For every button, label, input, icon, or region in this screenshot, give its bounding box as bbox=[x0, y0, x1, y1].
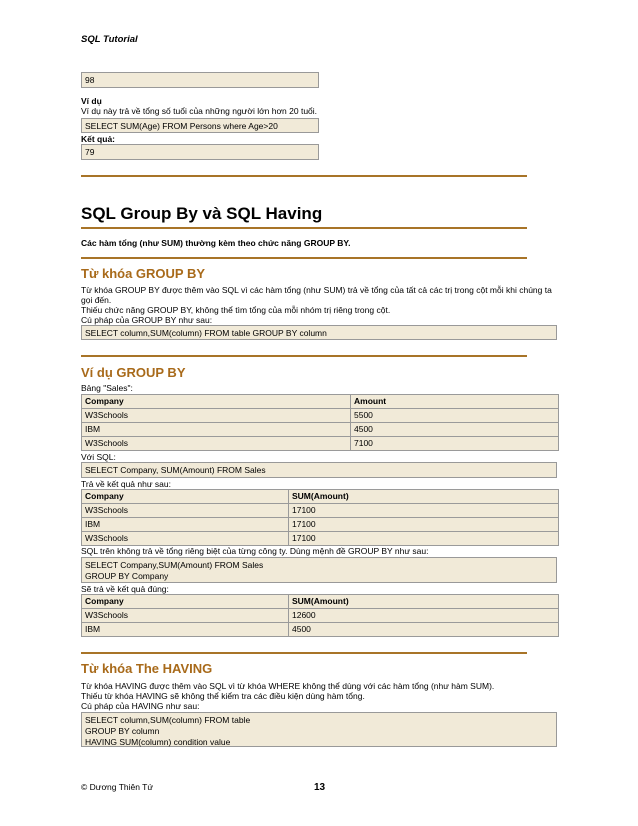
table-cell: W3Schools bbox=[82, 504, 289, 518]
table-cell: 17100 bbox=[289, 532, 559, 546]
example-description: Ví dụ này trả về tổng số tuổi của những người lớn hơn 20 tuổi. bbox=[81, 106, 318, 116]
heading-group-by-keyword: Từ khóa GROUP BY bbox=[81, 266, 206, 281]
table-row bbox=[82, 532, 559, 546]
group-by-syntax-box: SELECT column,SUM(column) FROM table GROUP BY column bbox=[81, 325, 557, 340]
table-cell: IBM bbox=[82, 423, 351, 437]
sales-table-label: Bảng "Sales": bbox=[81, 383, 133, 393]
having-description-2: Thiếu từ khóa HAVING sẽ không thể kiểm tra các điều kiện dùng hàm tổng. bbox=[81, 691, 365, 701]
table-cell: IBM bbox=[82, 623, 289, 637]
sales-table bbox=[81, 394, 559, 451]
result-label-2: Sẽ trả về kết quả đúng: bbox=[81, 584, 169, 594]
sql-line: SELECT column,SUM(column) FROM table bbox=[85, 715, 251, 725]
table-header-cell: Amount bbox=[351, 395, 559, 409]
heading-group-by-example: Ví dụ GROUP BY bbox=[81, 365, 186, 380]
result-label: Kết quả: bbox=[81, 134, 115, 144]
footer-author: © Dương Thiên Tứ bbox=[81, 782, 154, 792]
sql-line: GROUP BY Company bbox=[85, 571, 169, 581]
table-row bbox=[82, 609, 559, 623]
result-table-1 bbox=[81, 489, 559, 546]
group-by-description: Từ khóa GROUP BY được thêm vào SQL vì các hàm tổng (như SUM) trả về tổng của tất cả các trị trong cột mỗi khi chúng ta gọi đến. bbox=[81, 285, 552, 305]
table-header-cell: Company bbox=[82, 595, 289, 609]
table-cell: 4500 bbox=[289, 623, 559, 637]
section-divider bbox=[81, 355, 527, 357]
sql-line: GROUP BY column bbox=[85, 726, 160, 736]
heading-having-keyword: Từ khóa The HAVING bbox=[81, 661, 213, 676]
table-row bbox=[82, 409, 559, 423]
group-by-description-2: Thiếu chức năng GROUP BY, không thể tìm tổng của mỗi nhóm trị riêng trong cột. bbox=[81, 305, 391, 315]
sql-box-2 bbox=[81, 557, 557, 583]
table-cell: 12600 bbox=[289, 609, 559, 623]
previous-result-box: 98 bbox=[81, 72, 319, 88]
sql-line: SELECT Company,SUM(Amount) FROM Sales bbox=[85, 560, 264, 570]
table-header-cell: Company bbox=[82, 395, 351, 409]
table-header-row bbox=[82, 395, 559, 409]
sql-line: HAVING SUM(column) condition value bbox=[85, 737, 231, 747]
section-title-group-by-having: SQL Group By và SQL Having bbox=[81, 204, 323, 223]
table-cell: 17100 bbox=[289, 504, 559, 518]
result-label-1: Trả về kết quả như sau: bbox=[81, 479, 171, 489]
document-header-title: SQL Tutorial bbox=[81, 34, 138, 45]
with-sql-label: Với SQL: bbox=[81, 452, 116, 462]
having-syntax-box bbox=[81, 712, 557, 747]
result-value-box: 79 bbox=[81, 144, 319, 160]
table-row bbox=[82, 518, 559, 532]
table-cell: 17100 bbox=[289, 518, 559, 532]
table-header-cell: SUM(Amount) bbox=[289, 490, 559, 504]
section-intro: Các hàm tổng (như SUM) thường kèm theo chức năng GROUP BY. bbox=[81, 238, 351, 248]
group-by-note: SQL trên không trả về tổng riêng biệt của từng công ty. Dùng mệnh đề GROUP BY như sau: bbox=[81, 546, 429, 556]
table-cell: 4500 bbox=[351, 423, 559, 437]
table-header-cell: SUM(Amount) bbox=[289, 595, 559, 609]
result-table-2 bbox=[81, 594, 559, 637]
section-divider bbox=[81, 227, 527, 229]
page-number: 13 bbox=[314, 782, 326, 793]
section-divider bbox=[81, 257, 527, 259]
table-cell: W3Schools bbox=[82, 437, 351, 451]
table-row bbox=[82, 504, 559, 518]
table-row bbox=[82, 423, 559, 437]
table-header-row bbox=[82, 595, 559, 609]
section-divider bbox=[81, 652, 527, 654]
table-cell: W3Schools bbox=[82, 409, 351, 423]
example-label: Ví dụ bbox=[81, 96, 102, 106]
table-cell: W3Schools bbox=[82, 532, 289, 546]
having-description: Từ khóa HAVING được thêm vào SQL vì từ khóa WHERE không thể dùng với các hàm tổng (như hàm SUM). bbox=[81, 681, 495, 691]
group-by-syntax-label: Cú pháp của GROUP BY như sau: bbox=[81, 315, 213, 325]
table-cell: W3Schools bbox=[82, 609, 289, 623]
section-divider bbox=[81, 175, 527, 177]
table-header-row bbox=[82, 490, 559, 504]
sql-box-1: SELECT Company, SUM(Amount) FROM Sales bbox=[81, 462, 557, 478]
table-row bbox=[82, 437, 559, 451]
table-header-cell: Company bbox=[82, 490, 289, 504]
example-sql-box: SELECT SUM(Age) FROM Persons where Age>20 bbox=[81, 118, 319, 133]
table-cell: 5500 bbox=[351, 409, 559, 423]
table-cell: IBM bbox=[82, 518, 289, 532]
table-row bbox=[82, 623, 559, 637]
having-syntax-label: Cú pháp của HAVING như sau: bbox=[81, 701, 200, 711]
table-cell: 7100 bbox=[351, 437, 559, 451]
